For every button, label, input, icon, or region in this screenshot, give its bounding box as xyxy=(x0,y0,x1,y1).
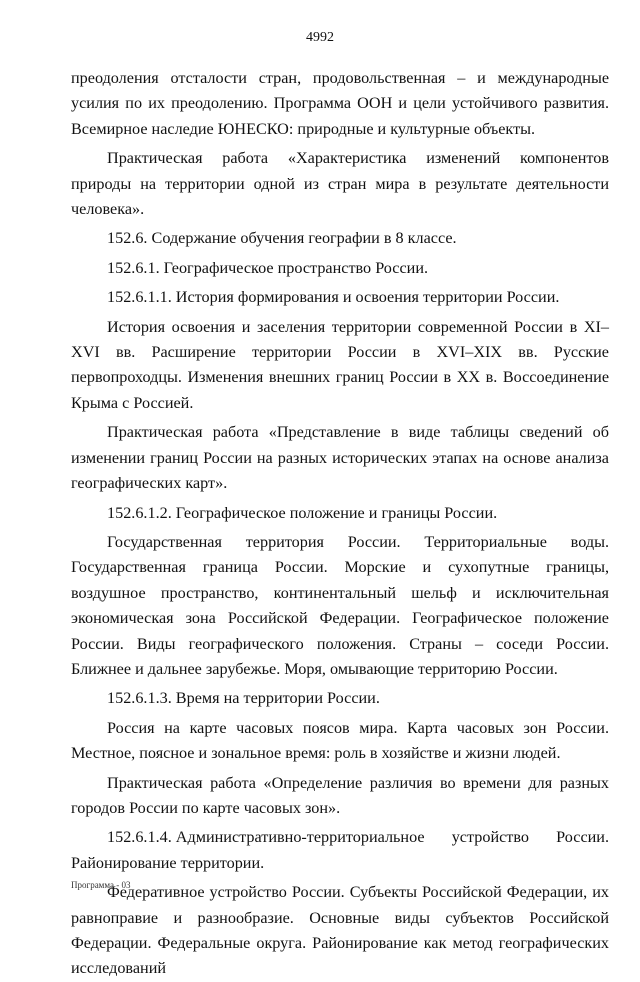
paragraph-8: Федеративное устройство России. Субъекты Российской Федерации, их равноправие и разнообразие. Основные виды субъектов Российской Федерации. Федеральные округа. Районирование как метод географических исследований xyxy=(71,883,609,978)
footer-label: Программа - 03 xyxy=(71,880,131,890)
paragraph-5: Государственная территория России. Территориальные воды. Государственная граница России. Морские и сухопутные границы, воздушное пространство, континентальный шельф и исключительная экономическая зона Российской Федерации. Географическое положение России. Виды географического положения. Страны – соседи России. Ближнее и дальнее зарубежье. Моря, омывающие территорию России. xyxy=(71,532,609,678)
paragraph-4: Практическая работа «Представление в виде таблицы сведений об изменении границ России на разных исторических этапах на основе анализа географических карт». xyxy=(71,423,609,493)
paragraph-3: История освоения и заселения территории современной России в XI–XVI вв. Расширение территории России в XVI–XIX вв. Русские первопроходцы. Изменения внешних границ России в XX в. Воссоединение Крыма с Россией. xyxy=(71,317,609,412)
heading-152-6-1-2: 152.6.1.2. Географическое положение и границы России. xyxy=(107,503,498,522)
heading-152-6-1: 152.6.1. Географическое пространство России. xyxy=(107,258,429,277)
heading-152-6: 152.6. Содержание обучения географии в 8 классе. xyxy=(107,229,457,248)
heading-152-6-1-4-part3: России. xyxy=(556,828,609,847)
heading-152-6-1-4-part1: 152.6.1.4. Административно-территориальное xyxy=(107,828,425,847)
paragraph-6: Россия на карте часовых поясов мира. Карта часовых зон России. Местное, поясное и зональное время: роль в хозяйстве и жизни людей. xyxy=(71,718,609,763)
paragraph-2: Практическая работа «Характеристика изменений компонентов природы на территории одной из стран мира в результате деятельности человека». xyxy=(71,149,609,219)
heading-152-6-1-4-part2: устройство xyxy=(451,828,529,847)
paragraph-1: преодоления отсталости стран, продовольственная – и международные усилия по их преодолению. Программа ООН и цели устойчивого развития. Всемирное наследие ЮНЕСКО: природные и культурные объекты. xyxy=(71,69,609,138)
heading-152-6-1-1: 152.6.1.1. История формирования и освоения территории России. xyxy=(107,288,560,307)
document-body xyxy=(71,66,609,982)
heading-152-6-1-4-continuation: Районирование территории. xyxy=(71,853,265,872)
paragraph-7: Практическая работа «Определение различия во времени для разных городов России по карте часовых зон». xyxy=(71,773,609,817)
page-number: 4992 xyxy=(306,30,334,45)
heading-152-6-1-4 xyxy=(71,825,609,850)
heading-152-6-1-3: 152.6.1.3. Время на территории России. xyxy=(107,689,380,708)
